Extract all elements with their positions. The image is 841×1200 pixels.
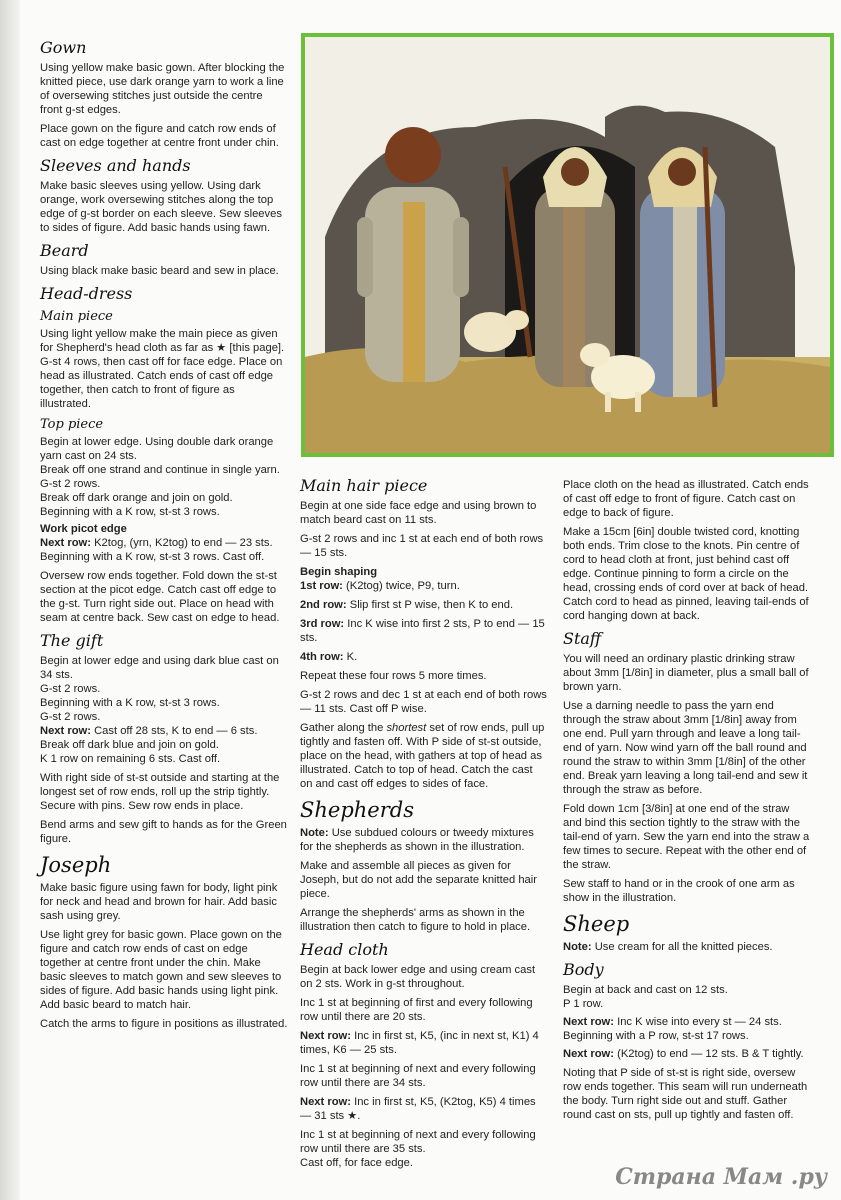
paragraph: Bend arms and sew gift to hands as for the Green figure. xyxy=(40,819,287,845)
row-label: 3rd row: xyxy=(300,618,345,630)
section-title-staff: Staff xyxy=(563,629,602,648)
paragraph: Inc 1 st at beginning of next and every following row until there are 35 sts. xyxy=(300,1129,536,1155)
row-text: (K2tog) to end — 12 sts. B & T tightly. xyxy=(613,1048,804,1060)
paragraph: Use light grey for basic gown. Place gown on the figure and catch row ends of cast on edge together at centre front under the chin. Make basic sleeves to match gown and sew sleeves to sides of figure. Add basic hands using light pink. Add basic beard to match hair. xyxy=(40,929,282,1011)
paragraph: Use a darning needle to pass the yarn end through the straw about 3mm [1/8in] away from one end. Pull yarn through and leave a long tail-end of yarn. Now wind yarn off the ball round and round the straw to within 3mm [1/8in] of the other end. Break yarn leaving a long tail-end and sew it through the straw as before. xyxy=(563,700,808,796)
row-text: K. xyxy=(343,651,358,663)
line: G-st 2 rows. xyxy=(40,711,101,723)
row-text: Inc K wise into first 2 sts, P to end — 15 sts. xyxy=(300,618,545,644)
paragraph: Fold down 1cm [3/8in] at one end of the straw and bind this section tightly to the straw with the tail-end of yarn. Sew the yarn end into the straw a few times to secure. Repeat with the other end of the straw. xyxy=(563,803,810,871)
line: Begin at back and cast on 12 sts. xyxy=(563,984,728,996)
subsection-title-body: Body xyxy=(563,960,604,979)
note-label: Note: xyxy=(563,941,592,953)
line: Break off dark blue and join on gold. xyxy=(40,739,219,751)
section-title-shepherds: Shepherds xyxy=(300,798,414,822)
paragraph: Repeat these four rows 5 more times. xyxy=(300,670,487,682)
paragraph: Make a 15cm [6in] double twisted cord, knotting both ends. Trim close to the knots. Pin centre of cord to head cloth at front, just behind cast off edge. Continue pinning to form a circle on the head, crossing ends of cord over at back of head. Catch cord to head as pinned, leaving tail-ends of cord hanging down at back. xyxy=(563,526,809,622)
paragraph: Oversew row ends together. Fold down the st-st section at the picot edge. Catch cast off edge to the g-st. Turn right side out. Place on head with seam at centre back. Sew cast on edge to head. xyxy=(40,570,280,624)
note-text: Use subdued colours or tweedy mixtures for the shepherds as shown in the illustration. xyxy=(300,827,534,853)
paragraph: Noting that P side of st-st is right side, oversew row ends together. This seam will run underneath the body. Turn right side out and stuff. Gather round cast on sts, pull up tightly and fasten off. xyxy=(563,1067,808,1121)
section-title-sleeves: Sleeves and hands xyxy=(40,156,191,175)
section-title-beard: Beard xyxy=(40,241,89,260)
line: K 1 row on remaining 6 sts. Cast off. xyxy=(40,753,221,765)
row-text: Cast off 28 sts, K to end — 6 sts. xyxy=(90,725,258,737)
section-title-main-hair: Main hair piece xyxy=(300,476,428,495)
line: Beginning with a K row, st-st 3 rows. xyxy=(40,506,220,518)
row-text: Slip first st P wise, then K to end. xyxy=(346,599,514,611)
column-right xyxy=(563,478,811,1127)
text: set of row ends, pull up tightly and fasten off. With P side of st-st outside, place on the head, with gathers at top of head as illustrated. Catch to top of head. Catch the cast on and cast off edges to sides of face. xyxy=(300,722,545,790)
text: Gather along the xyxy=(300,722,387,734)
paragraph: Place gown on the figure and catch row ends of cast on edge together at centre front under chin. xyxy=(40,123,279,149)
row-label: 2nd row: xyxy=(300,599,347,611)
paragraph: G-st 2 rows and inc 1 st at each end of both rows — 15 sts. xyxy=(300,533,544,559)
paragraph: Begin at back lower edge and using cream cast on 2 sts. Work in g-st throughout. xyxy=(300,964,536,990)
line: Break off one strand and continue in single yarn. xyxy=(40,464,280,476)
row-label: Next row: xyxy=(40,537,91,549)
section-title-joseph: Joseph xyxy=(40,853,112,877)
watermark: Страна Мам .ру xyxy=(615,1164,827,1190)
subheading-picot-edge: Work picot edge xyxy=(40,523,127,535)
paragraph: Using black make basic beard and sew in place. xyxy=(40,265,279,277)
paragraph: Catch the arms to figure in positions as illustrated. xyxy=(40,1018,288,1030)
line: Break off dark orange and join on gold. xyxy=(40,492,233,504)
row-label: 4th row: xyxy=(300,651,344,663)
row-label: 1st row: xyxy=(300,580,343,592)
paragraph: Arrange the shepherds' arms as shown in the illustration then catch to figure to hold in place. xyxy=(300,907,531,933)
row-label: Next row: xyxy=(563,1016,614,1028)
row-text: Inc in first st, K5, (inc in next st, K1) 4 times, K6 — 25 sts. xyxy=(300,1030,539,1056)
paragraph: Sew staff to hand or in the crook of one arm as show in the illustration. xyxy=(563,878,795,904)
nativity-photo xyxy=(301,33,834,457)
row-label: Next row: xyxy=(563,1048,614,1060)
line: Beginning with a P row, st-st 17 rows. xyxy=(563,1030,749,1042)
line: Beginning with a K row, st-st 3 rows. xyxy=(40,697,220,709)
paragraph: You will need an ordinary plastic drinking straw about 3mm [1/8in] in diameter, plus a small ball of brown yarn. xyxy=(563,653,809,693)
subsection-title-main-piece: Main piece xyxy=(40,309,113,324)
line: G-st 2 rows. xyxy=(40,478,101,490)
paragraph: Begin at one side face edge and using brown to match beard cast on 11 sts. xyxy=(300,500,537,526)
section-title-headdress: Head-dress xyxy=(40,284,133,303)
column-middle xyxy=(300,470,548,1170)
paragraph: G-st 2 rows and dec 1 st at each end of both rows — 11 sts. Cast off P wise. xyxy=(300,689,547,715)
note-label: Note: xyxy=(300,827,329,839)
row-text: Inc K wise into every st — 24 sts. xyxy=(613,1016,782,1028)
row-text: K2tog, (yrn, K2tog) to end — 23 sts. Beginning with a K row, st-st 3 rows. Cast off. xyxy=(40,537,273,563)
note-text: Use cream for all the knitted pieces. xyxy=(591,941,773,953)
section-title-head-cloth: Head cloth xyxy=(300,940,389,959)
line: Begin at lower edge and using dark blue cast on 34 sts. xyxy=(40,655,279,681)
section-title-gift: The gift xyxy=(40,631,104,650)
subheading-begin-shaping: Begin shaping xyxy=(300,566,378,578)
section-title-sheep: Sheep xyxy=(563,912,630,936)
paragraph: Inc 1 st at beginning of next and every following row until there are 34 sts. xyxy=(300,1063,536,1089)
line: Cast off, for face edge. xyxy=(300,1157,413,1169)
paragraph: With right side of st-st outside and starting at the longest set of row ends, roll up the strip tightly. Secure with pins. Sew row ends in place. xyxy=(40,772,280,812)
row-label: Next row: xyxy=(300,1096,351,1108)
row-label: Next row: xyxy=(300,1030,351,1042)
line: G-st 2 rows. xyxy=(40,683,101,695)
paragraph: Make and assemble all pieces as given for Joseph, but do not add the separate knitted hair piece. xyxy=(300,860,537,900)
row-label: Next row: xyxy=(40,725,91,737)
paragraph: Make basic figure using fawn for body, light pink for neck and head and brown for hair. Add basic sash using grey. xyxy=(40,882,278,922)
section-title-gown: Gown xyxy=(40,38,87,57)
row-text: (K2tog) twice, P9, turn. xyxy=(342,580,460,592)
emphasis: shortest xyxy=(386,722,427,734)
subsection-title-top-piece: Top piece xyxy=(40,417,104,432)
line: P 1 row. xyxy=(563,998,604,1010)
paragraph: Place cloth on the head as illustrated. Catch ends of cast off edge to front of figure. Catch cast on edge to back of figure. xyxy=(563,479,809,519)
paragraph: Make basic sleeves using yellow. Using dark orange, work oversewing stitches along the top edge of g-st border on each sleeve. Sew sleeves to sides of figure. Add basic hands using fawn. xyxy=(40,180,282,234)
paragraph: Using light yellow make the main piece as given for Shepherd's head cloth as far as ★ [this page]. G-st 4 rows, then cast off for face edge. Place on head as illustrated. Catch ends of cast off edge together, then catch to front of figure as illustrated. xyxy=(40,328,285,410)
column-left xyxy=(40,32,288,1036)
page-binding-shadow xyxy=(0,0,20,1200)
line: Begin at lower edge. Using double dark orange yarn cast on 24 sts. xyxy=(40,436,274,462)
knitted-figures-illustration xyxy=(305,37,830,453)
paragraph: Using yellow make basic gown. After blocking the knitted piece, use dark orange yarn to work a line of oversewing stitches just outside the centre front g-st edges. xyxy=(40,62,285,116)
row-text: Inc in first st, K5, (K2tog, K5) 4 times — 31 sts ★. xyxy=(300,1096,536,1122)
paragraph: Inc 1 st at beginning of first and every following row until there are 20 sts. xyxy=(300,997,533,1023)
